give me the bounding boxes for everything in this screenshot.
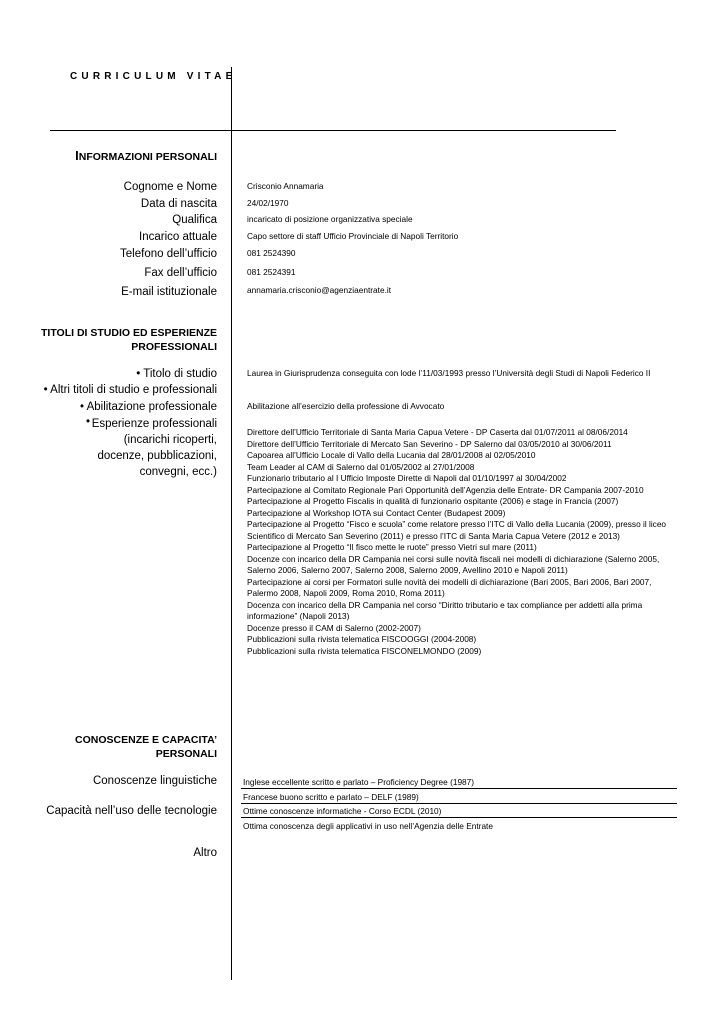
list-item: Partecipazione al Comitato Regionale Pari Opportunità dell’Agenzia delle Entrate- DR Campania 2007-2010 xyxy=(247,484,644,495)
label-altri-titoli: • Altri titoli di studio e professionali xyxy=(43,384,217,396)
value-qualifica: incaricato di posizione organizzativa speciale xyxy=(247,214,413,224)
label-incarico: Incarico attuale xyxy=(139,231,217,243)
list-item: Docenza con incarico della DR Campania nel corso “Diritto tributario e tax compliance per addetti alla prima informazione” (Napoli 2013) xyxy=(247,599,643,621)
value-name: Crisconio Annamaria xyxy=(247,181,324,191)
value-birthdate: 24/02/1970 xyxy=(247,198,289,208)
vertical-divider xyxy=(231,67,232,980)
label-altro: Altro xyxy=(193,847,217,859)
value-fax: 081 2524391 xyxy=(247,267,296,277)
skill-row: Ottime conoscenze informatiche - Corso ECDL (2010) xyxy=(241,804,677,818)
value-incarico: Capo settore di staff Ufficio Provinciale di Napoli Territorio xyxy=(247,231,459,241)
bullet-esperienze: • xyxy=(86,416,91,428)
list-item: Partecipazione ai corsi per Formatori sulle novità dei modelli di dichiarazione (Bari 2005, Bari 2006, Bari 2007, Palermo 2008, Napoli 2009, Roma 2010, Roma 2011) xyxy=(247,576,652,598)
header-divider xyxy=(50,130,616,131)
label-esperienze: Esperienze professionali (incarichi ricoperti, docenze, pubblicazioni, convegni, ecc.) xyxy=(91,418,217,478)
label-email: E-mail istituzionale xyxy=(121,286,217,298)
list-item: Pubblicazioni sulla rivista telematica FISCOOGGI (2004-2008) xyxy=(247,634,477,644)
section-heading-titles: TITOLI DI STUDIO ED ESPERIENZE PROFESSIONALI xyxy=(41,327,217,353)
list-item: Team Leader al CAM di Salerno dal 01/05/2002 al 27/01/2008 xyxy=(247,461,475,472)
list-item: Partecipazione al Progetto Fiscalis in qualità di funzionario ospitante (2006) e stage in Francia (2007) xyxy=(247,496,619,506)
list-item: Pubblicazioni sulla rivista telematica FISCONELMONDO (2009) xyxy=(247,645,482,656)
label-abilitazione: • Abilitazione professionale xyxy=(79,401,217,413)
value-abilitazione: Abilitazione all’esercizio della professione di Avvocato xyxy=(247,401,445,411)
label-qualifica: Qualifica xyxy=(172,214,217,226)
experience-list xyxy=(247,427,677,657)
label-tecnologie: Capacità nell’uso delle tecnologie xyxy=(46,805,217,817)
list-item: Docenze con incarico della DR Campania nei corsi sulle novità fiscali nei modelli di dichiarazione (Salerno 2005, Salerno 2006, Salerno 2007, Salerno 2008, Salerno 2009, Avellino 2010 e Napoli 2011) xyxy=(247,553,660,575)
skill-row: Ottima conoscenza degli applicativi in uso nell’Agenzia delle Entrate xyxy=(243,821,493,831)
label-name: Cognome e Nome xyxy=(123,181,217,193)
label-telefono: Telefono dell’ufficio xyxy=(120,248,217,260)
label-birthdate: Data di nascita xyxy=(140,198,217,210)
list-item: Partecipazione al Progetto “Fisco e scuola” come relatore presso l’ITC di Vallo della Lucania (2009), presso il liceo Scientifico di Mercato San Severino (2011) e presso l’ITC di Santa Maria Capua Vetere (2012 e 2013) xyxy=(247,519,667,541)
value-email: annamaria.crisconio@agenziaentrate.it xyxy=(247,285,392,295)
section-heading-skills: CONOSCENZE E CAPACITA’ PERSONALI xyxy=(75,734,217,760)
section-heading-personal: INFORMAZIONI PERSONALI xyxy=(75,148,217,163)
skill-row: Francese buono scritto e parlato – DELF (1989) xyxy=(241,790,677,804)
document-title: CURRICULUM VITAE xyxy=(70,71,237,82)
list-item: Capoarea all’Ufficio Locale di Vallo della Lucania dal 28/01/2008 al 02/05/2010 xyxy=(247,450,536,460)
list-item: Partecipazione al Workshop IOTA sui Contact Center (Budapest 2009) xyxy=(247,507,506,518)
list-item: Docenze presso il CAM di Salerno (2002-2007) xyxy=(247,622,421,633)
list-item: Partecipazione al Progetto “Il fisco mette le ruote” presso Vietri sul mare (2011) xyxy=(247,542,537,552)
label-lingue: Conoscenze linguistiche xyxy=(92,775,217,787)
value-telefono: 081 2524390 xyxy=(247,248,296,258)
list-item: Direttore dell’Ufficio Territoriale di Santa Maria Capua Vetere - DP Caserta dal 01/07/2011 al 08/06/2014 xyxy=(247,427,628,437)
list-item: Funzionario tributario al I Ufficio Imposte Dirette di Napoli dal 01/10/1997 al 30/04/2002 xyxy=(247,473,567,483)
list-item: Direttore dell’Ufficio Territoriale di Mercato San Severino - DP Salerno dal 03/05/2010 al 30/06/2011 xyxy=(247,438,612,449)
skill-row: Inglese eccellente scritto e parlato – Proficiency Degree (1987) xyxy=(241,775,677,789)
label-titolo-studio: • Titolo di studio xyxy=(136,368,217,380)
label-fax: Fax dell’ufficio xyxy=(144,267,217,279)
value-titolo-studio: Laurea in Giurisprudenza conseguita con lode l’11/03/1993 presso l’Università degli Studi di Napoli Federico II xyxy=(247,368,651,378)
